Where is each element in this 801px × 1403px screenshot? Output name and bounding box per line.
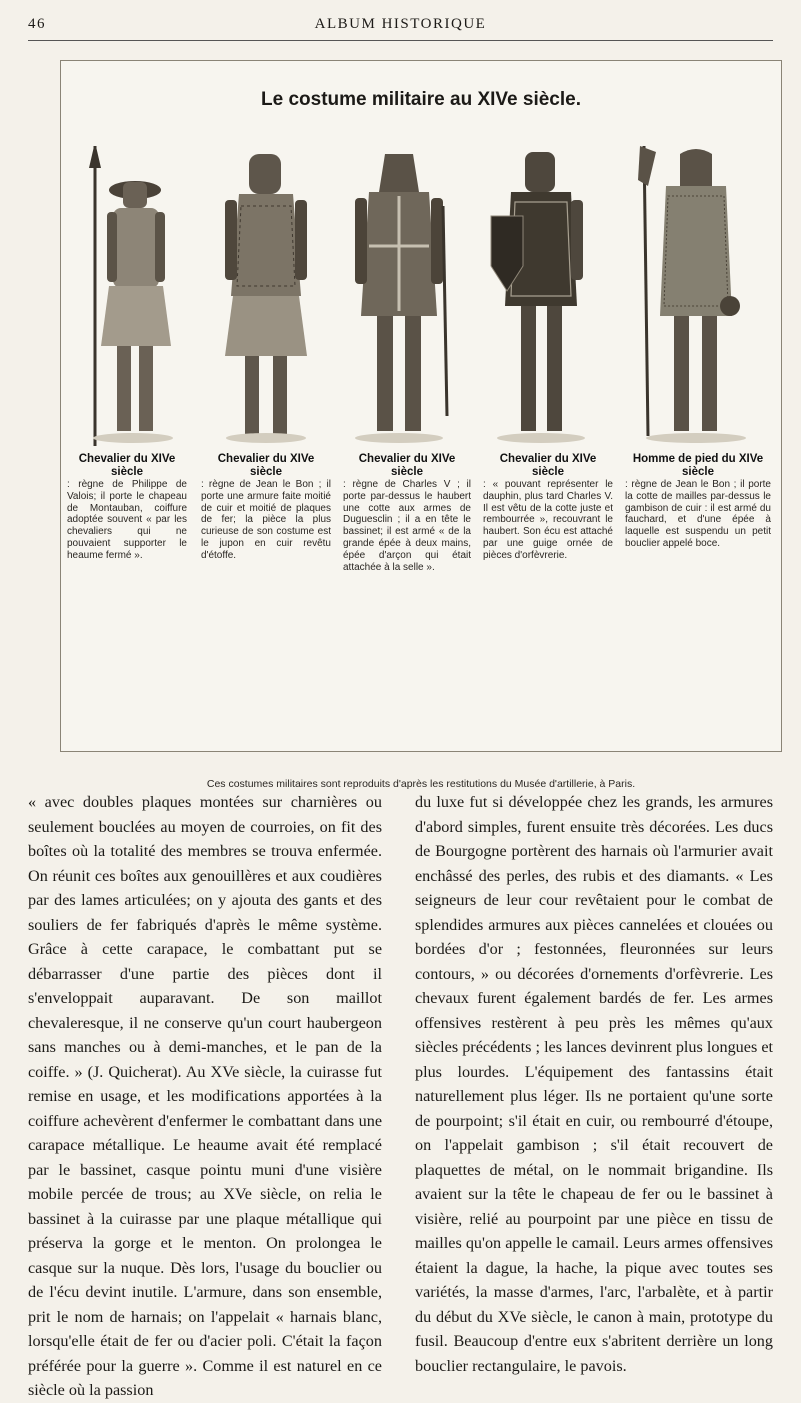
caption-5-text: : règne de Jean le Bon ; il porte la cotte de mailles par-dessus le gambison de cuir : il est armé du fauchard, et d'une épée à laquelle est suspendu un petit bouclier appelé boce. — [625, 479, 771, 549]
page-number: 46 — [28, 16, 46, 32]
knight-figure-4-illustration — [481, 146, 601, 446]
body-text-right: du luxe fut si développée chez les grands, les armures d'abord simples, furent ensuite très décorées. Les ducs de Bourgogne portèrent des harnais où l'armurier avait enchâssé des perles, des rubis et des diamants. « Les seigneurs de leur cour revêtaient pour le combat de splendides armures aux pièces cannelées et clouées ou bordées d'or ; festonnées, fleuronnées sur leurs contours, » ou décorées d'ornements d'orfèvrerie. Les chevaux furent également bardés de fer. Les armes offensives restèrent à peu près les mêmes qu'aux siècles précédents ; les lances devinrent plus longues et plus lourdes. L'équipement des fantassins était naturellement plus léger. Ils ne portaient qu'une sorte de pourpoint; s'il était en cuir, ou rembourré d'étoupe, on l'appelait gambison ; s'il était recouvert de plaquettes de métal, on le nommait brigandine. Ils avaient sur la tête le chapeau de fer ou le bassinet à visière, relié au pourpoint par une pièce en tissu de mailles qu'on appelle le camail. Leurs armes offensives étaient la dague, la hache, la pique avec toutes ses variétés, la masse d'armes, l'arc, l'arbalète, et à partir du début du XVe siècle, le canon à main, prototype du fusil. Beaucoup d'entre eux s'abritent derrière un long bouclier rectangulaire, le pavois. — [415, 793, 773, 1375]
body-column-right — [415, 790, 773, 1378]
caption-1-text: : règne de Philippe de Valois; il porte le chapeau de Montauban, coiffure adoptée souvent « par les chevaliers qui ne pouvaient supporter le heaume fermé ». — [67, 479, 187, 561]
plate-credits: Ces costumes militaires sont reproduits d'après les restitutions du Musée d'artillerie, à Paris. — [206, 778, 636, 790]
running-header — [0, 16, 801, 38]
foot-soldier-figure-5-illustration — [626, 146, 766, 446]
knight-figure-3-illustration — [339, 146, 459, 446]
caption-3-heading: Chevalier du XIVe siècle — [358, 453, 456, 478]
knight-figure-1-illustration — [73, 146, 193, 446]
body-text-left: « avec doubles plaques montées sur charnières ou seulement bouclées au moyen de courroies, on fit des boîtes où la totalité des membres se trouva enfermée. On réunit ces boîtes aux genouillères et aux coudières par des lames articulées; on y ajouta des gants et des souliers de fer fabriqués d'après le même système. Grâce à cette carapace, le combattant put se débarrasser d'une partie des pièces dont il s'enveloppait auparavant. De son maillot chevaleresque, il ne conserve qu'un court haubergeon sans manches ou à demi-manches, et le pan de la coiffe. » (J. Quicherat). Au XVe siècle, la cuirasse fut remise en usage, et les modifications apportées à la coiffure achevèrent d'enfermer le combattant dans une carapace métallique. Le heaume avait été remplacé par le bassinet, casque pointu muni d'une visière mobile percée de trous; au XVe siècle, on relia le bassinet à la cuirasse par une plaque métallique qui préserva la gorge et le menton. On prolongea le casque sur la nuque. Dès lors, l'usage du bouclier ou de l'écu devint inutile. L'armure, dans son ensemble, prit le nom de harnais; on l'appelait « harnais blanc, lorsqu'elle était de fer ou d'acier poli. C'était la façon préférée pour la guerre ». Comme il est naturel en ce siècle où la passion — [28, 793, 382, 1399]
caption-5 — [625, 453, 771, 550]
caption-4 — [483, 453, 613, 562]
caption-2-text: : règne de Jean le Bon ; il porte une armure faite moitié de cuir et moitié de plaques de fer; la pièce la plus curieuse de son costume est le jupon en cuir revêtu d'étoffe. — [201, 479, 331, 561]
caption-5-heading: Homme de pied du XIVe siècle — [632, 453, 764, 478]
caption-1-heading: Chevalier du XIVe siècle — [78, 453, 176, 478]
illustration-plate — [60, 60, 782, 790]
caption-3 — [343, 453, 471, 573]
caption-3-text: : règne de Charles V ; il porte par-dessus le haubert une cotte aux armes de Duguesclin ; il a en tête le bassinet; il est armé « de la grande épée à deux mains, épée d'arçon qui était attachée à la selle ». — [343, 479, 471, 573]
running-title: ALBUM HISTORIQUE — [314, 16, 487, 32]
caption-4-heading: Chevalier du XIVe siècle — [499, 453, 597, 478]
caption-2-heading: Chevalier du XIVe siècle — [217, 453, 315, 478]
caption-1 — [67, 453, 187, 562]
plate-title: Le costume militaire au XIVe siècle. — [261, 89, 581, 110]
caption-2 — [201, 453, 331, 562]
body-column-left — [28, 790, 382, 1403]
header-rule — [28, 40, 773, 41]
knight-figure-2-illustration — [211, 146, 321, 446]
caption-4-text: : « pouvant représenter le dauphin, plus tard Charles V. Il est vêtu de la cotte juste et rembourrée », recouvrant le haubert. Son écu est attaché par une guige ornée de pièces d'orfèvrerie. — [483, 479, 613, 561]
